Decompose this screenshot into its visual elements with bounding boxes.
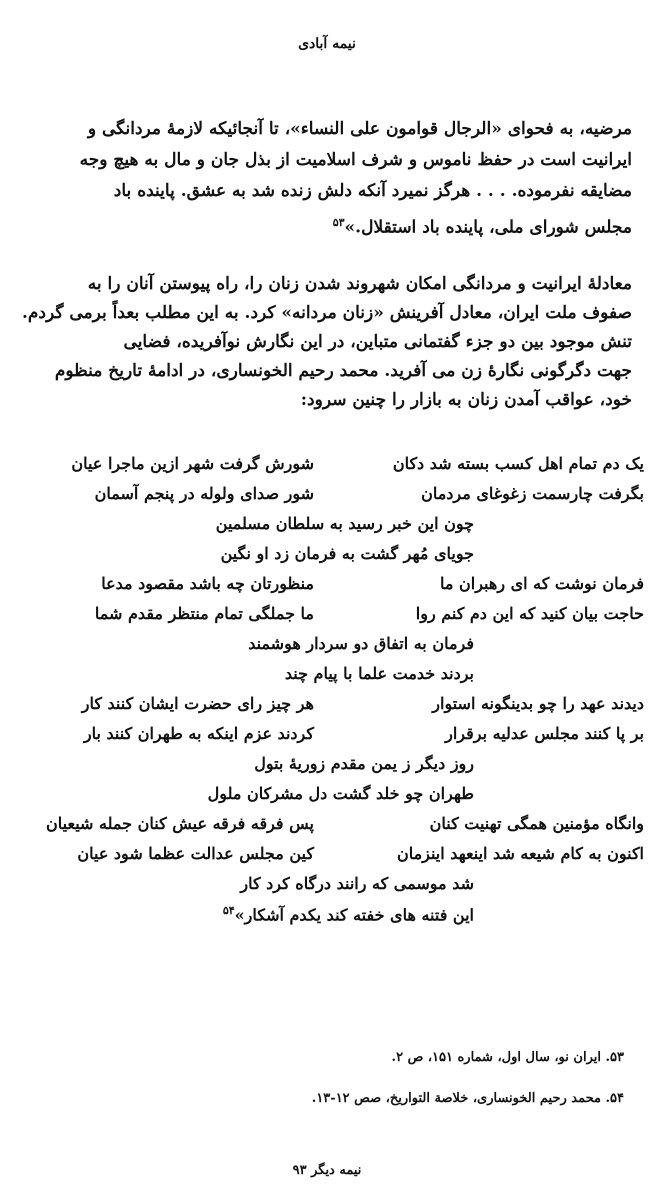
verse-hemistich: یک دم تمام اهل کسب بسته شد دکان — [392, 454, 644, 473]
verse-row — [10, 694, 644, 724]
verse-row — [10, 844, 644, 874]
verse-line: این فتنه های خفته کند یکدم آشکار»$^{۵۴}$ — [222, 904, 474, 925]
verse-hemistich: شورش گرفت شهر ازین ماجرا عیان — [71, 454, 314, 473]
text-line: مرضیه، به فحوای «الرجال قوامون علی النساء»، تا آنجائیکه لازمهٔ مردانگی و — [87, 119, 632, 139]
page-footer: نیمه دیگر ۹۳ — [292, 1163, 362, 1178]
verse-row — [10, 874, 644, 904]
verse-hemistich: دیدند عهد را چو بدینگونه استوار — [432, 694, 644, 713]
verse-row — [10, 514, 644, 544]
verse-row — [10, 904, 644, 934]
text-line: صفوف ملت ایران، معادل آفرینش «زنان مردانه» کرد. به این مطلب بعداً برمی گردم. — [22, 303, 632, 323]
verse-hemistich: پس فرقه فرقه عیش کنان جمله شیعیان — [46, 814, 314, 833]
running-header: نیمه آبادی — [298, 36, 356, 52]
verse-line: روز دیگر ز یمن مقدم زوریهٔ بتول — [254, 754, 474, 773]
verse-hemistich: حاجت بیان کنید که این دم کنم روا — [415, 604, 644, 623]
verse-hemistich: بگرفت چارسمت زغوغای مردمان — [421, 484, 644, 503]
verse-row — [10, 664, 644, 694]
verse-hemistich: کین مجلس عدالت عظما شود عیان — [77, 844, 314, 863]
text-line: مجلس شورای ملی، پاینده باد استقلال.»$^{۵۳}$ — [332, 216, 632, 238]
text-line: خود، عواقب آمدن زنان به بازار را چنین سرود: — [300, 390, 632, 410]
verse-row — [10, 454, 644, 484]
verse-row — [10, 724, 644, 754]
verse-hemistich: فرمان نوشت که ای رهبران ما — [440, 574, 644, 593]
footnote: ۵۳. ایران نو، سال اول، شماره ۱۵۱، ص ۲. — [391, 1050, 624, 1065]
verse-row — [10, 574, 644, 604]
text-line: معادلهٔ ایرانیت و مردانگی امکان شهروند شدن زنان را، راه پیوستن آنان را به — [87, 274, 632, 294]
verse-hemistich: کردند عزم اینکه به طهران کنند بار — [83, 724, 314, 743]
verse-row — [10, 814, 644, 844]
verse-row — [10, 784, 644, 814]
verse-row — [10, 754, 644, 784]
verse-hemistich: ما جملگی تمام منتظر مقدم شما — [94, 604, 314, 623]
footnote: ۵۴. محمد رحیم الخونساری، خلاصة التواریخ، صص ۱۲-۱۳. — [311, 1091, 624, 1106]
verse-hemistich: شور صدای ولوله در پنجم آسمان — [94, 484, 314, 503]
verse-hemistich: هر چیز رای حضرت ایشان کنند کار — [81, 694, 314, 713]
paragraph-2 — [22, 270, 632, 415]
verse-row — [10, 604, 644, 634]
text-line: ایرانیت است در حفظ ناموس و شرف اسلامیت از بذل جان و مال به هیچ وجه — [79, 150, 632, 170]
verse-line: فرمان به اتفاق دو سردار هوشمند — [248, 634, 474, 653]
verse-line: جویای مُهر گشت به فرمان زد او نگین — [220, 544, 474, 563]
verse-hemistich: بر پا کنند مجلس عدلیه برقرار — [445, 724, 644, 743]
verse-row — [10, 484, 644, 514]
text-line: مضایقه نفرموده. . . . هرگز نمیرد آنکه دلش زنده شد به عشق. پاینده باد — [113, 181, 632, 201]
verse-line: شد موسمی که رانند درگاه کرد کار — [240, 874, 474, 893]
verse-line: طهران چو خلد گشت دل مشرکان ملول — [207, 784, 474, 803]
poem-block — [10, 454, 644, 934]
footnote-marker: ۵۳ — [332, 216, 345, 229]
verse-hemistich: اکنون به کام شیعه شد اینعهد اینزمان — [396, 844, 644, 863]
verse-row — [10, 544, 644, 574]
verse-line: چون این خبر رسید به سلطان مسلمین — [215, 514, 474, 533]
paragraph-1 — [22, 114, 632, 244]
verse-hemistich: منظورتان چه باشد مقصود مدعا — [101, 574, 314, 593]
verse-hemistich: وانگاه مؤمنین همگی تهنیت کنان — [429, 814, 644, 833]
verse-line: بردند خدمت علما با پیام چند — [284, 664, 474, 683]
text-line: جهت دگرگونی نگارهٔ زن می آفرید. محمد رحیم الخونساری، در ادامهٔ تاریخ منظوم — [54, 361, 632, 381]
text-line: تنش موجود بین دو جزء گفتمانی متباین، در این نگارش نوآفریده، فضایی — [123, 332, 632, 352]
verse-row — [10, 634, 644, 664]
footnote-marker: ۵۴ — [222, 904, 235, 917]
